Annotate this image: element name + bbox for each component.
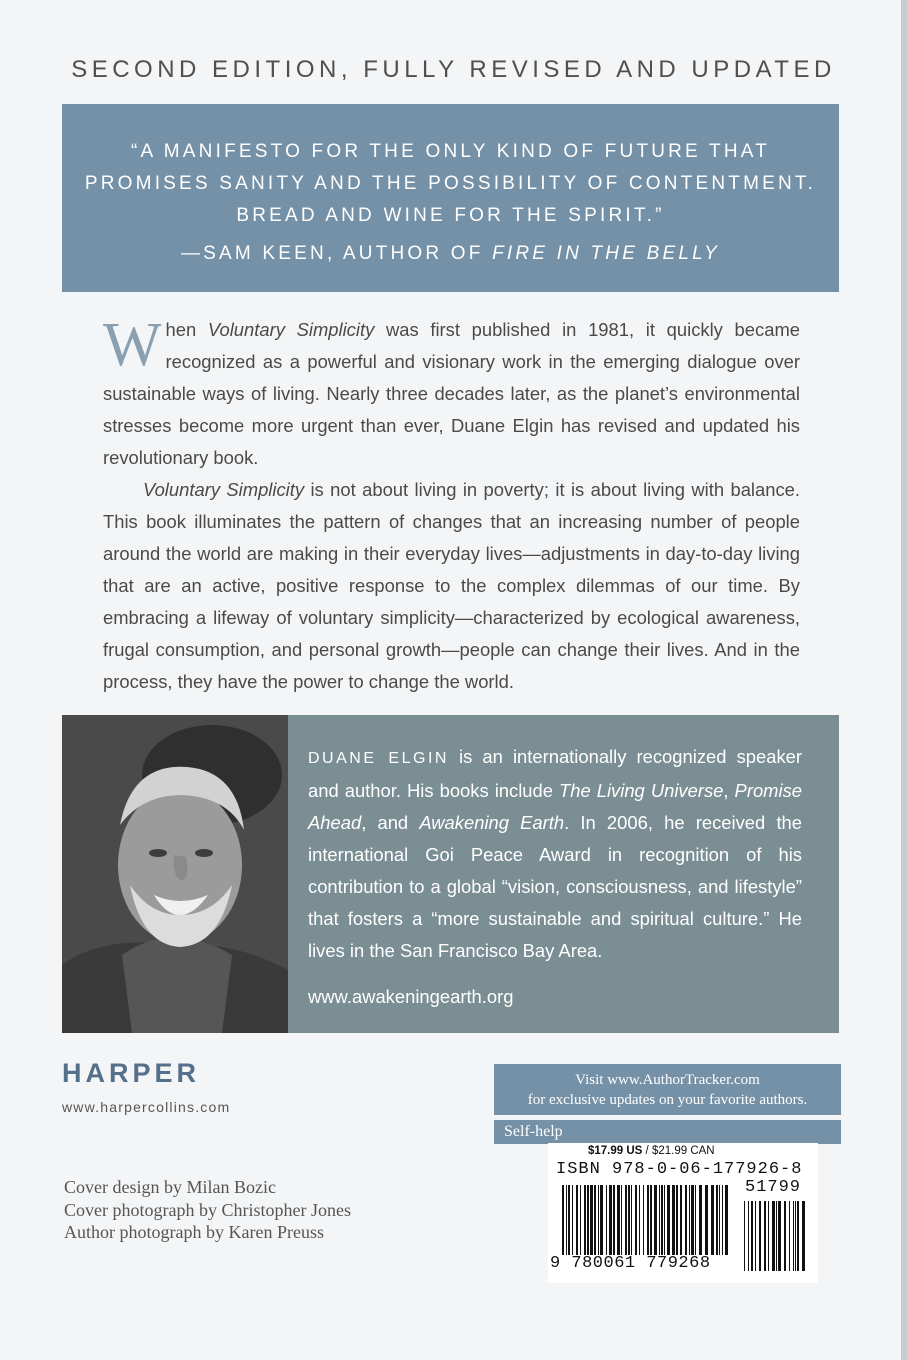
price-can: $21.99 CAN bbox=[651, 1145, 715, 1157]
quote-line-1: “A MANIFESTO FOR THE ONLY KIND OF FUTURE THAT bbox=[130, 141, 771, 162]
description-paragraph-2 bbox=[103, 474, 800, 698]
edition-heading: SECOND EDITION, FULLY REVISED AND UPDATED bbox=[71, 56, 836, 83]
credit-author-photo: Author photograph by Karen Preuss bbox=[64, 1222, 324, 1242]
cover-edge bbox=[901, 0, 907, 1360]
attribution-prefix: —SAM KEEN, AUTHOR OF bbox=[180, 243, 493, 264]
publisher-url: www.harpercollins.com bbox=[62, 1099, 231, 1115]
tracker-line-2: for exclusive updates on your favorite authors. bbox=[527, 1092, 808, 1108]
bio-book-3: Awakening Earth bbox=[419, 812, 565, 833]
drop-cap: W bbox=[103, 311, 162, 379]
p2-book-title: Voluntary Simplicity bbox=[143, 479, 305, 500]
price bbox=[588, 1145, 715, 1157]
bio-text-1: is an internationally recognized speaker and author. His books include bbox=[308, 746, 802, 801]
quote-line-2: PROMISES SANITY AND THE POSSIBILITY OF CONTENTMENT. bbox=[84, 173, 817, 194]
bio-sep-2: , and bbox=[361, 812, 420, 833]
p2-rest: is not about living in poverty; it is about living with balance. This book illuminates the pattern of changes that an increasing number of people around the world are making in their everyday lives—adjustments in day-to-day living that are an active, positive response to the complex dilemmas of our time. By embracing a lifeway of voluntary simplicity—characterized by ecological awareness, frugal consumption, and personal growth—people can change their lives. And in the process, they have the power to change the world. bbox=[103, 479, 801, 692]
p1-start: hen bbox=[165, 319, 208, 340]
p1-rest: was first published in 1981, it quickly became recognized as a powerful and visionary work in the emerging dialogue over sustainable ways of living. Nearly three decades later, as the planet’s environmental stresses become more urgent than ever, Duane Elgin has revised and updated his revolutionary book. bbox=[103, 319, 800, 468]
author-tracker-banner bbox=[494, 1064, 841, 1115]
description-paragraph-1 bbox=[103, 311, 800, 474]
author-bio-box bbox=[62, 715, 839, 1033]
author-photo bbox=[62, 715, 288, 1033]
bio-text-2: . In 2006, he received the international Goi Peace Award in recognition of his contribution to a global “vision, consciousness, and lifestyle” that fosters a “more sustainable and spiritual culture.” He lives in the San Francisco Bay Area. bbox=[308, 812, 803, 961]
credits bbox=[64, 1176, 351, 1244]
tracker-line-1: Visit www.AuthorTracker.com bbox=[575, 1072, 760, 1088]
author-portrait-icon bbox=[62, 715, 288, 1033]
quote-box bbox=[62, 104, 839, 292]
book-description bbox=[103, 311, 801, 698]
bio-book-2: Promise Ahead bbox=[308, 780, 802, 833]
p1-book-title: Voluntary Simplicity bbox=[207, 319, 375, 340]
isbn: ISBN 978-0-06-177926-8 bbox=[556, 1160, 803, 1179]
quote-attribution bbox=[62, 238, 839, 270]
attribution-title: FIRE IN THE BELLY bbox=[492, 243, 720, 264]
author-bio bbox=[308, 741, 802, 1013]
bio-book-1: The Living Universe bbox=[559, 780, 724, 801]
publisher-logo: HARPER bbox=[62, 1058, 201, 1088]
credit-cover-design: Cover design by Milan Bozic bbox=[64, 1177, 276, 1197]
isbn-digits: 9 780061 779268 bbox=[550, 1254, 711, 1273]
price-separator: / bbox=[642, 1145, 652, 1157]
credit-cover-photo: Cover photograph by Christopher Jones bbox=[64, 1199, 351, 1220]
price-us: $17.99 US bbox=[588, 1145, 643, 1157]
category-label: Self-help bbox=[494, 1120, 841, 1144]
bio-sep-1: , bbox=[723, 780, 735, 801]
quote-line-3: BREAD AND WINE FOR THE SPIRIT.” bbox=[236, 205, 665, 226]
barcode-addon: 51799 bbox=[745, 1178, 802, 1197]
bio-paragraph bbox=[308, 741, 802, 967]
author-name: DUANE ELGIN bbox=[308, 750, 449, 767]
author-website: www.awakeningearth.org bbox=[308, 986, 514, 1007]
